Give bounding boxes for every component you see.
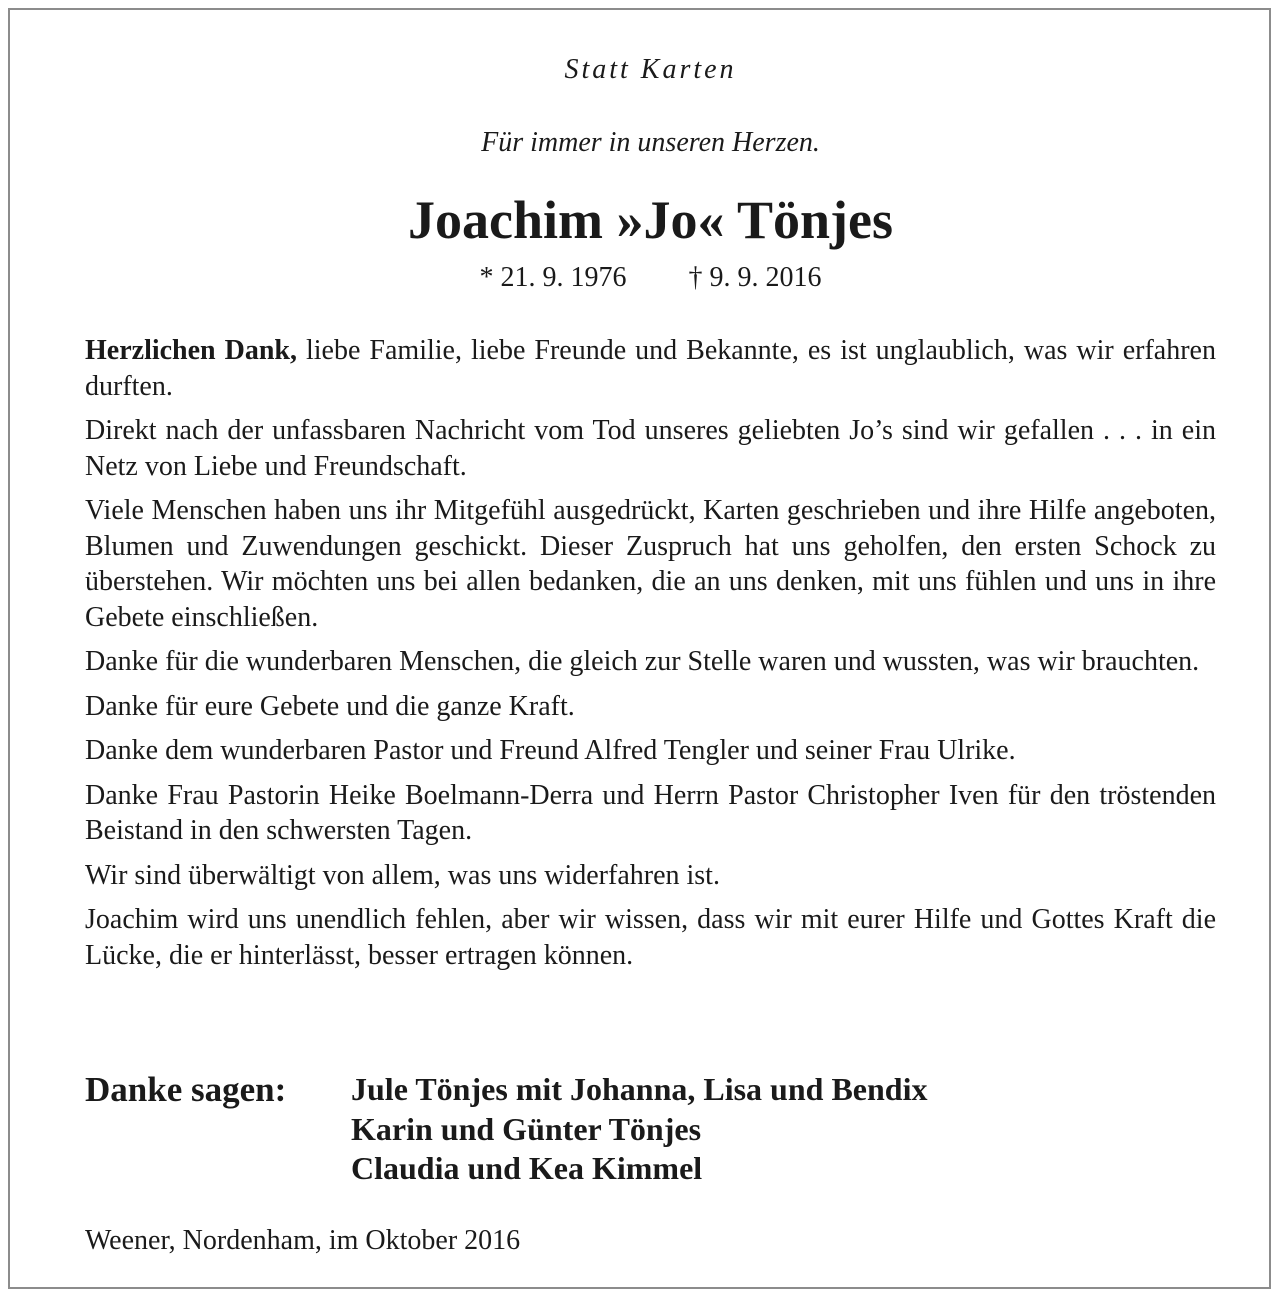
paragraph-1 [85, 333, 1216, 404]
deceased-name: Joachim »Jo« Tönjes [407, 190, 894, 250]
birth-date: * 21. 9. 1976 [479, 262, 627, 293]
paragraph-4: Danke für die wunderbaren Menschen, die gleich zur Stelle waren und wussten, was wir brauchten. [85, 646, 1200, 677]
paragraph-2: Direkt nach der unfassbaren Nachricht vom Tod unseres geliebten Jo’s sind wir gefallen . . . in ein Netz von Liebe und Freundschaft. [85, 415, 1216, 482]
paragraph-9: Joachim wird uns unendlich fehlen, aber wir wissen, dass wir mit eurer Hilfe und Gottes Kraft die Lücke, die er hinterlässt, besser ertragen können. [85, 904, 1216, 971]
thanks-label: Danke sagen: [85, 1070, 287, 1109]
thanks-name-line: Claudia und Kea Kimmel [351, 1150, 703, 1186]
thanks-name-line: Karin und Günter Tönjes [351, 1110, 702, 1147]
paragraph-1-text: liebe Familie, liebe Freunde und Bekannte, es ist unglaublich, was wir erfahren durften. [85, 335, 1216, 402]
notice-frame [8, 8, 1271, 1289]
paragraph-3: Viele Menschen haben uns ihr Mitgefühl ausgedrückt, Karten geschrieben und ihre Hilfe angeboten, Blumen und Zuwendungen geschickt. Dieser Zuspruch hat uns geholfen, den ersten Schock zu überstehen. Wir möchten uns bei allen bedanken, die an uns denken, mit uns fühlen und uns in ihre Gebete einschließen. [85, 495, 1216, 633]
paragraph-6: Danke dem wunderbaren Pastor und Freund Alfred Tengler und seiner Frau Ulrike. [85, 735, 1016, 766]
place-date: Weener, Nordenham, im Oktober 2016 [85, 1225, 521, 1256]
thanks-names [351, 1070, 927, 1189]
thanks-name-line: Jule Tönjes mit Johanna, Lisa und Bendix [351, 1071, 928, 1107]
life-dates [85, 261, 1216, 295]
paragraph-7: Danke Frau Pastorin Heike Boelmann-Derra und Herrn Pastor Christopher Iven für den tröstenden Beistand in den schwersten Tagen. [85, 779, 1216, 846]
paragraph-5: Danke für eure Gebete und die ganze Kraft. [85, 690, 575, 722]
paragraph-1-bold: Herzlichen Dank, [85, 335, 297, 366]
header-statt-karten: Statt Karten [564, 54, 737, 85]
notice-body [85, 333, 1216, 982]
death-date: † 9. 9. 2016 [688, 262, 822, 293]
paragraph-8: Wir sind überwältigt von allem, was uns widerfahren ist. [85, 859, 720, 891]
motto: Für immer in unseren Herzen. [481, 127, 820, 158]
